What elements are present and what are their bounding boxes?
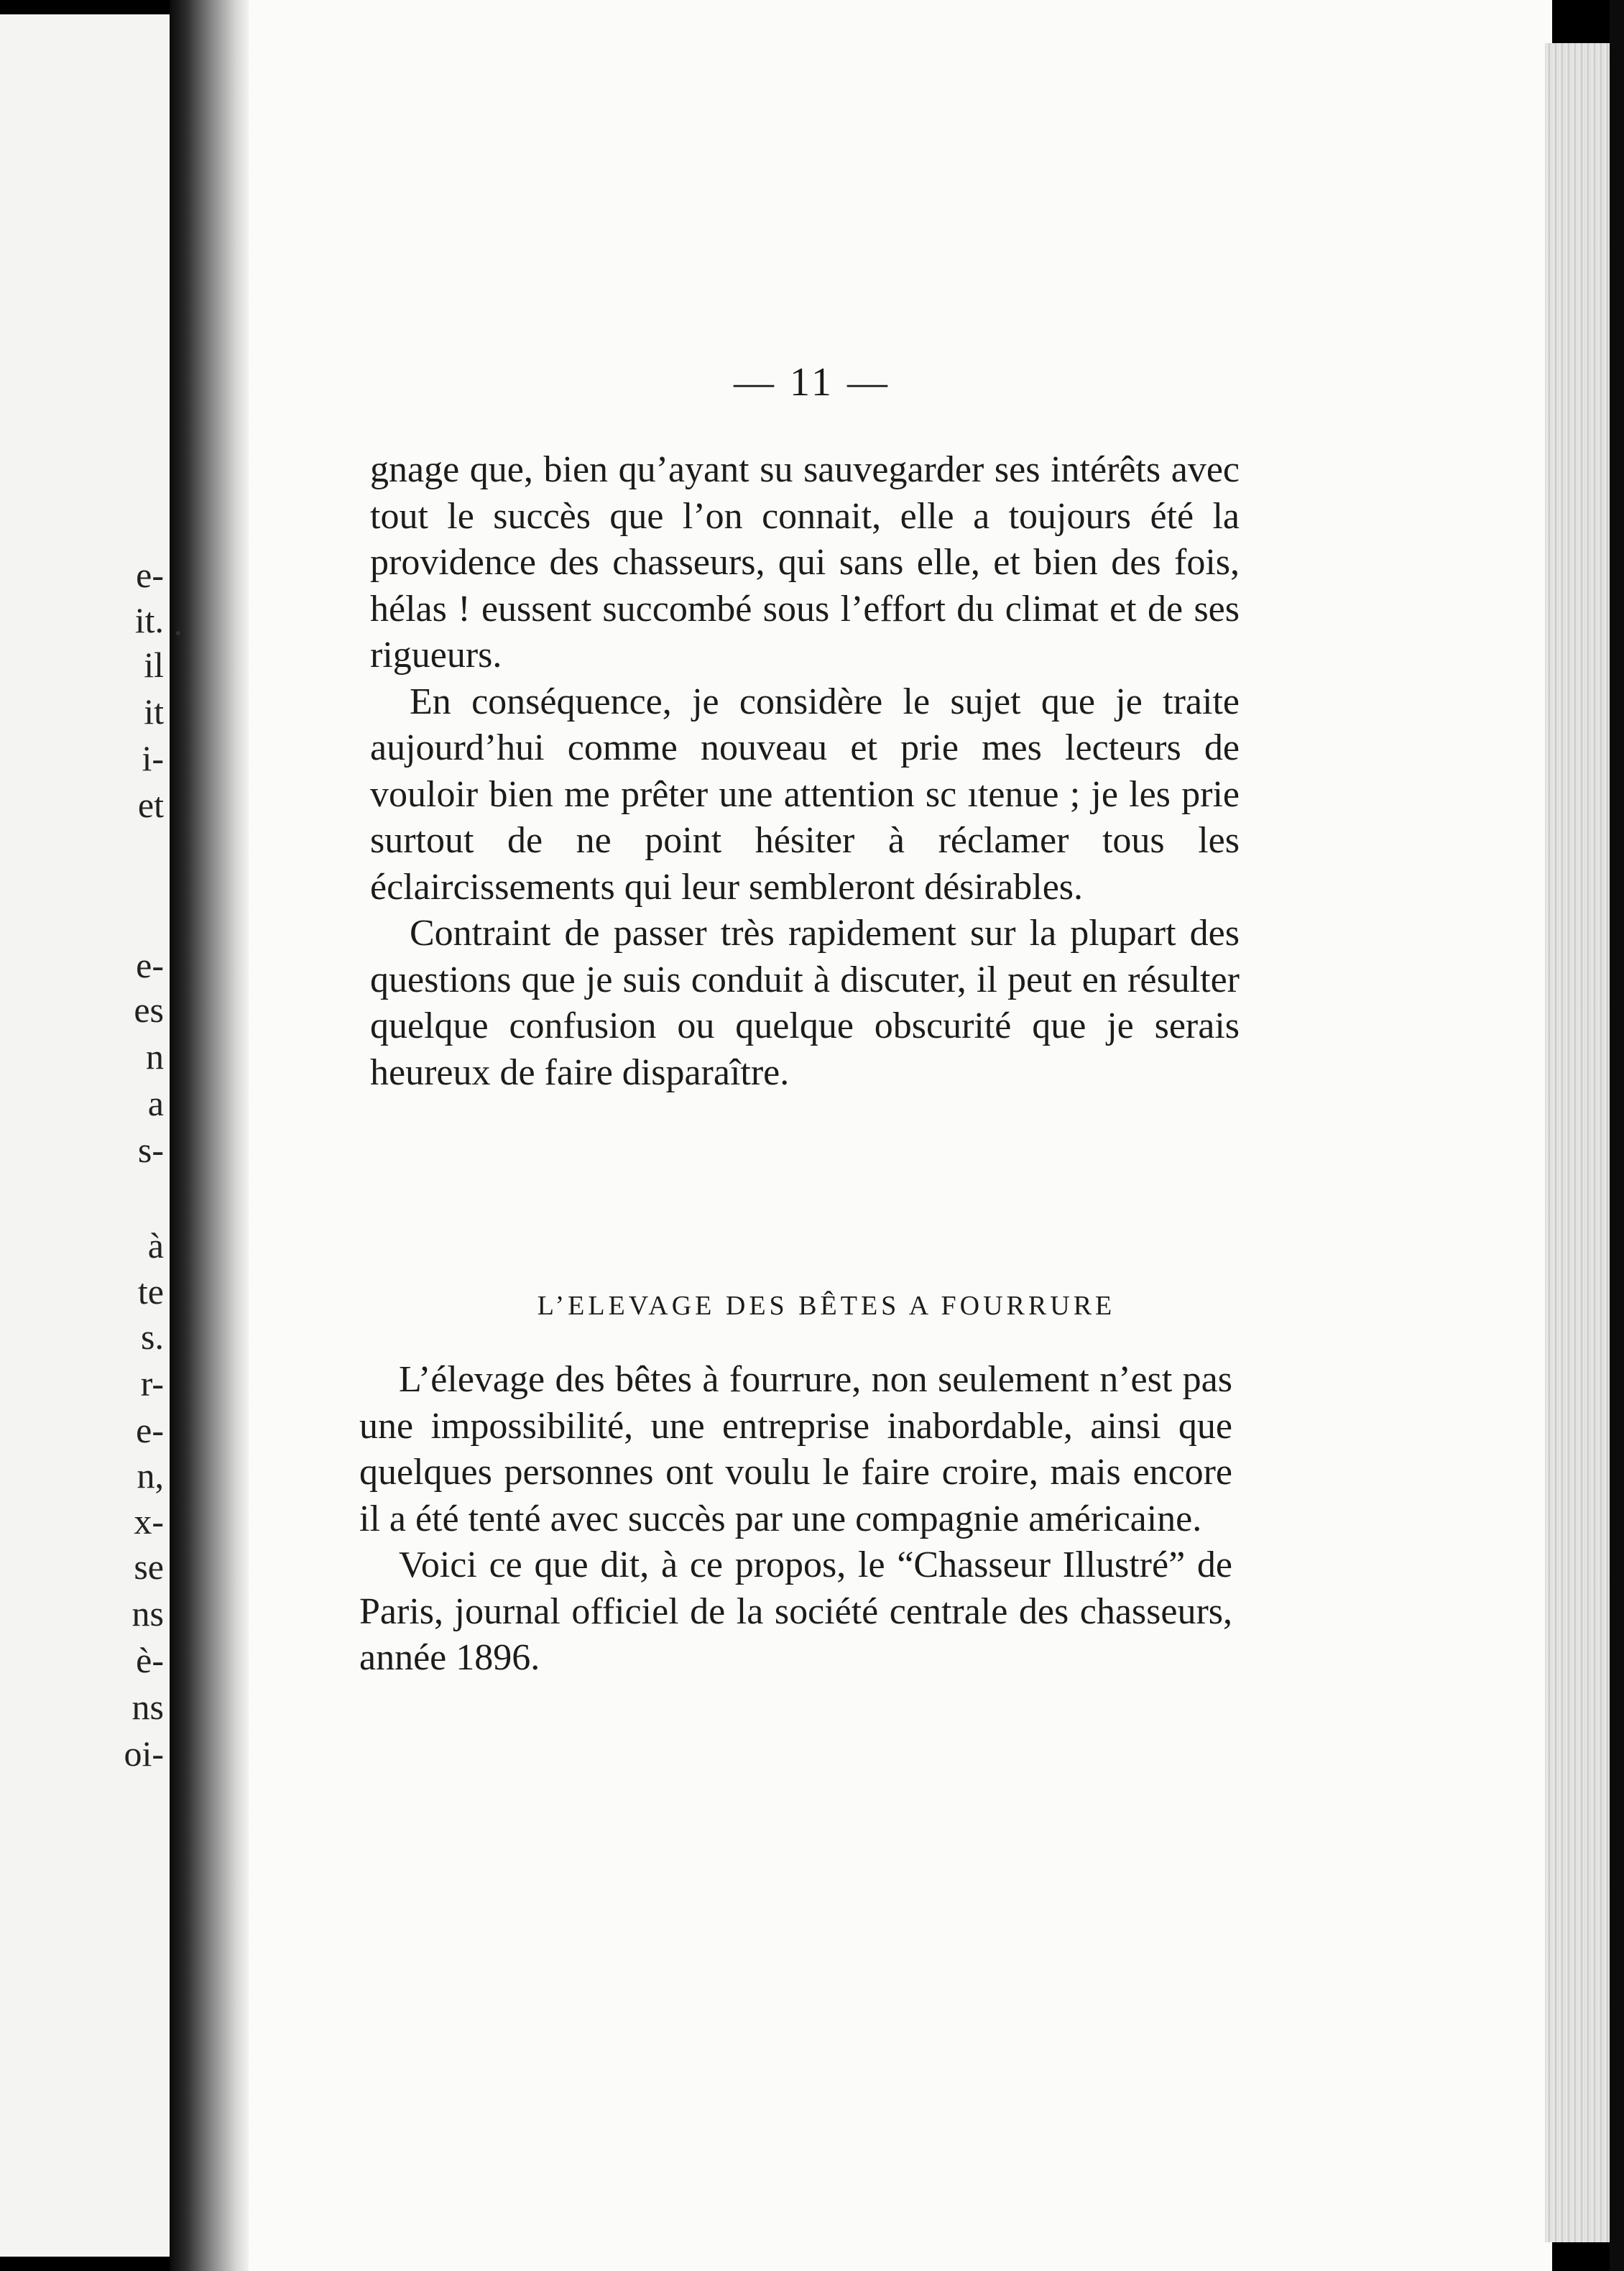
- left-fragment: te: [137, 1271, 164, 1312]
- left-fragment: oi-: [124, 1733, 164, 1774]
- left-fragment: è-: [136, 1640, 164, 1680]
- paragraph: Voici ce que dit, à ce propos, le “Chasseur Illustré” de Paris, journal officiel de la société centrale des chasseurs, année 1896.: [359, 1544, 1232, 1678]
- left-fragment: ns: [132, 1687, 164, 1727]
- left-fragment: s-: [137, 1130, 164, 1170]
- upper-text-block: [370, 447, 1240, 1096]
- book-page: [237, 0, 1552, 2271]
- ink-speck: [176, 631, 180, 635]
- paragraph: gnage que, bien qu’ayant su sauvegarder ses intérêts avec tout le succès que l’on connait, elle a toujours été la providence des chasseurs, qui sans elle, et bien des fois, hélas ! eussent succombé sous l’effort du climat et de ses rigueurs.: [370, 449, 1240, 676]
- paragraph: L’élevage des bêtes à fourrure, non seulement n’est pas une impossibilité, une entreprise inabordable, ainsi que quelques personnes ont voulu le faire croire, mais encore il a été tenté avec succès par une compagnie américaine.: [359, 1359, 1232, 1539]
- left-page-text-fragments: [0, 14, 170, 2257]
- page-edges: [1545, 43, 1610, 2242]
- left-fragment: s.: [141, 1317, 164, 1357]
- left-fragment: x-: [134, 1501, 164, 1542]
- left-fragment: n: [146, 1036, 164, 1077]
- binding-gutter: [170, 0, 249, 2271]
- left-fragment: it: [144, 691, 164, 732]
- paragraph: Contraint de passer très rapidement sur la plupart des questions que je suis conduit à discuter, il peut en résulter quelque confusion ou quelque obscurité que je serais heureux de faire disparaître.: [370, 913, 1240, 1093]
- lower-text-block: [359, 1357, 1232, 1682]
- left-fragment: i-: [142, 738, 164, 778]
- left-fragment: es: [134, 990, 164, 1030]
- left-fragment: ns: [132, 1593, 164, 1634]
- left-fragment: se: [134, 1547, 164, 1587]
- left-fragment: et: [137, 785, 164, 825]
- left-fragment: it.: [134, 600, 164, 640]
- left-fragment: e-: [136, 555, 164, 595]
- left-fragment: e-: [136, 945, 164, 985]
- section-heading: L’ELEVAGE DES BÊTES A FOURRURE: [537, 1291, 1116, 1321]
- left-fragment: à: [147, 1225, 164, 1266]
- left-fragment: n,: [137, 1455, 164, 1496]
- left-fragment: r-: [140, 1363, 164, 1404]
- left-fragment: e-: [136, 1410, 164, 1450]
- paragraph: En conséquence, je considère le sujet que je traite aujourd’hui comme nouveau et prie mes lecteurs de vouloir bien me prêter une attention sc ıtenue ; je les prie surtout de ne point hésiter à réclamer tous les éclaircissements qui leur sembleront désirables.: [370, 681, 1240, 908]
- left-fragment: a: [147, 1083, 164, 1123]
- left-fragment: il: [144, 645, 164, 685]
- page-number: — 11 —: [734, 360, 890, 405]
- left-facing-page: [0, 14, 170, 2257]
- edge-shadow: [1610, 0, 1624, 2271]
